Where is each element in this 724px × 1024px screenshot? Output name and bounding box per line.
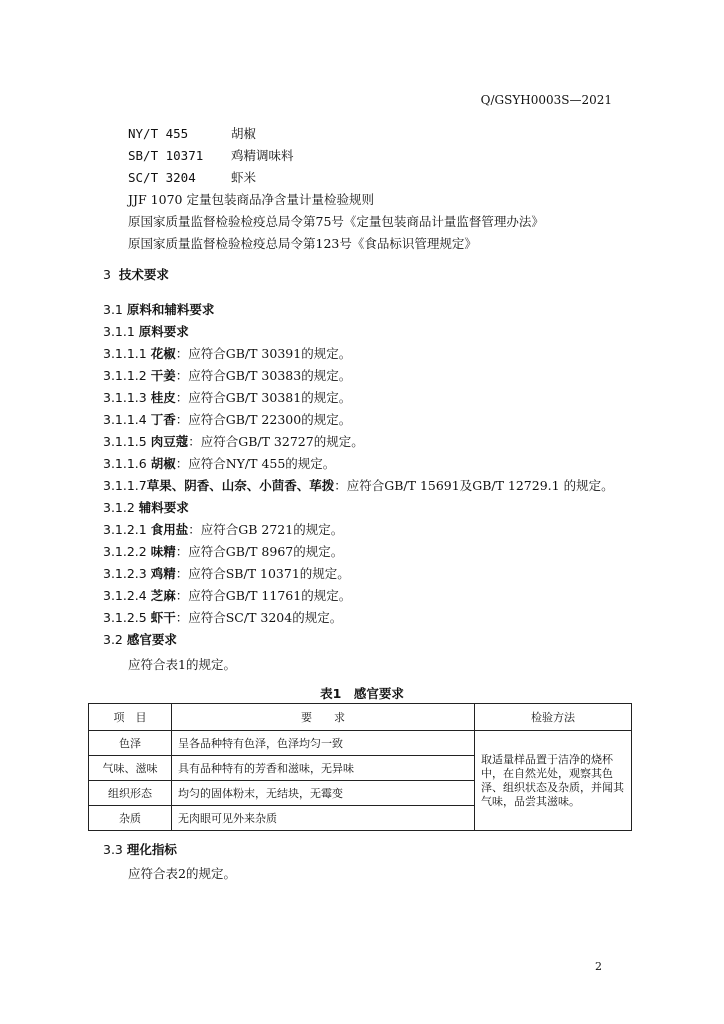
document-code: Q/GSYH0003S—2021 <box>480 93 612 107</box>
clause: 3.1.1.5 肉豆蔻：应符合GB/T 32727的规定。 <box>103 434 364 449</box>
table-cell-method: 取适量样品置于洁净的烧杯中，在自然光处，观察其色泽、组织状态及杂质，并闻其气味，品尝其滋味。 <box>475 731 632 831</box>
ref-name: 虾米 <box>231 170 257 185</box>
table-header-row <box>89 704 632 731</box>
clause: 3.1.2.1 食用盐：应符合GB 2721的规定。 <box>103 522 344 537</box>
section-heading: 3.1 原料和辅料要求 <box>103 302 215 317</box>
ref-name: 胡椒 <box>231 126 257 141</box>
table-cell-item: 色泽 <box>89 731 172 756</box>
section-heading: 3.1.2 辅料要求 <box>103 500 189 515</box>
clause: 3.1.1.3 桂皮：应符合GB/T 30381的规定。 <box>103 390 352 405</box>
ref-line: 原国家质量监督检验检疫总局令第123号《食品标识管理规定》 <box>128 236 477 251</box>
ref-name: 鸡精调味料 <box>231 148 294 163</box>
section-heading: 3 技术要求 <box>103 267 169 282</box>
clause: 3.1.1.6 胡椒：应符合NY/T 455的规定。 <box>103 456 336 471</box>
sensory-table <box>88 703 632 831</box>
clause: 3.1.1.4 丁香：应符合GB/T 22300的规定。 <box>103 412 352 427</box>
paragraph: 应符合表2的规定。 <box>128 866 236 881</box>
table-cell-requirement: 呈各品种特有色泽，色泽均匀一致 <box>172 731 475 756</box>
table-cell-item: 气味、滋味 <box>89 756 172 781</box>
table-caption: 表1 感官要求 <box>320 686 404 701</box>
table-cell-requirement: 无肉眼可见外来杂质 <box>172 806 475 831</box>
clause: 3.1.2.3 鸡精：应符合SB/T 10371的规定。 <box>103 566 350 581</box>
clause: 3.1.1.1 花椒：应符合GB/T 30391的规定。 <box>103 346 352 361</box>
table-cell-item: 杂质 <box>89 806 172 831</box>
ref-line <box>128 146 294 164</box>
ref-code: SB/T 10371 <box>128 148 204 163</box>
paragraph: 应符合表1的规定。 <box>128 657 236 672</box>
ref-line: JJF 1070 定量包装商品净含量计量检验规则 <box>128 192 374 207</box>
section-heading: 3.2 感官要求 <box>103 632 177 647</box>
ref-line <box>128 124 256 142</box>
clause: 3.1.1.7草果、阴香、山奈、小茴香、荜拨：应符合GB/T 15691及GB/T 12729.1 的规定。 <box>103 478 614 493</box>
section-heading: 3.1.1 原料要求 <box>103 324 189 339</box>
table-row <box>89 731 632 756</box>
clause: 3.1.2.5 虾干：应符合SC/T 3204的规定。 <box>103 610 343 625</box>
table-header-cell: 检验方法 <box>475 704 632 731</box>
section-heading: 3.3 理化指标 <box>103 842 177 857</box>
table-header-cell: 项 目 <box>89 704 172 731</box>
ref-line <box>128 168 256 186</box>
page-number: 2 <box>595 960 602 973</box>
ref-code: SC/T 3204 <box>128 170 196 185</box>
table-cell-item: 组织形态 <box>89 781 172 806</box>
clause: 3.1.2.4 芝麻：应符合GB/T 11761的规定。 <box>103 588 352 603</box>
table-cell-requirement: 具有品种特有的芳香和滋味，无异味 <box>172 756 475 781</box>
table-cell-requirement: 均匀的固体粉末，无结块，无霉变 <box>172 781 475 806</box>
clause: 3.1.1.2 干姜：应符合GB/T 30383的规定。 <box>103 368 352 383</box>
clause: 3.1.2.2 味精：应符合GB/T 8967的规定。 <box>103 544 344 559</box>
ref-line: 原国家质量监督检验检疫总局令第75号《定量包装商品计量监督管理办法》 <box>128 214 544 229</box>
table-header-cell: 要 求 <box>172 704 475 731</box>
ref-code: NY/T 455 <box>128 126 189 141</box>
